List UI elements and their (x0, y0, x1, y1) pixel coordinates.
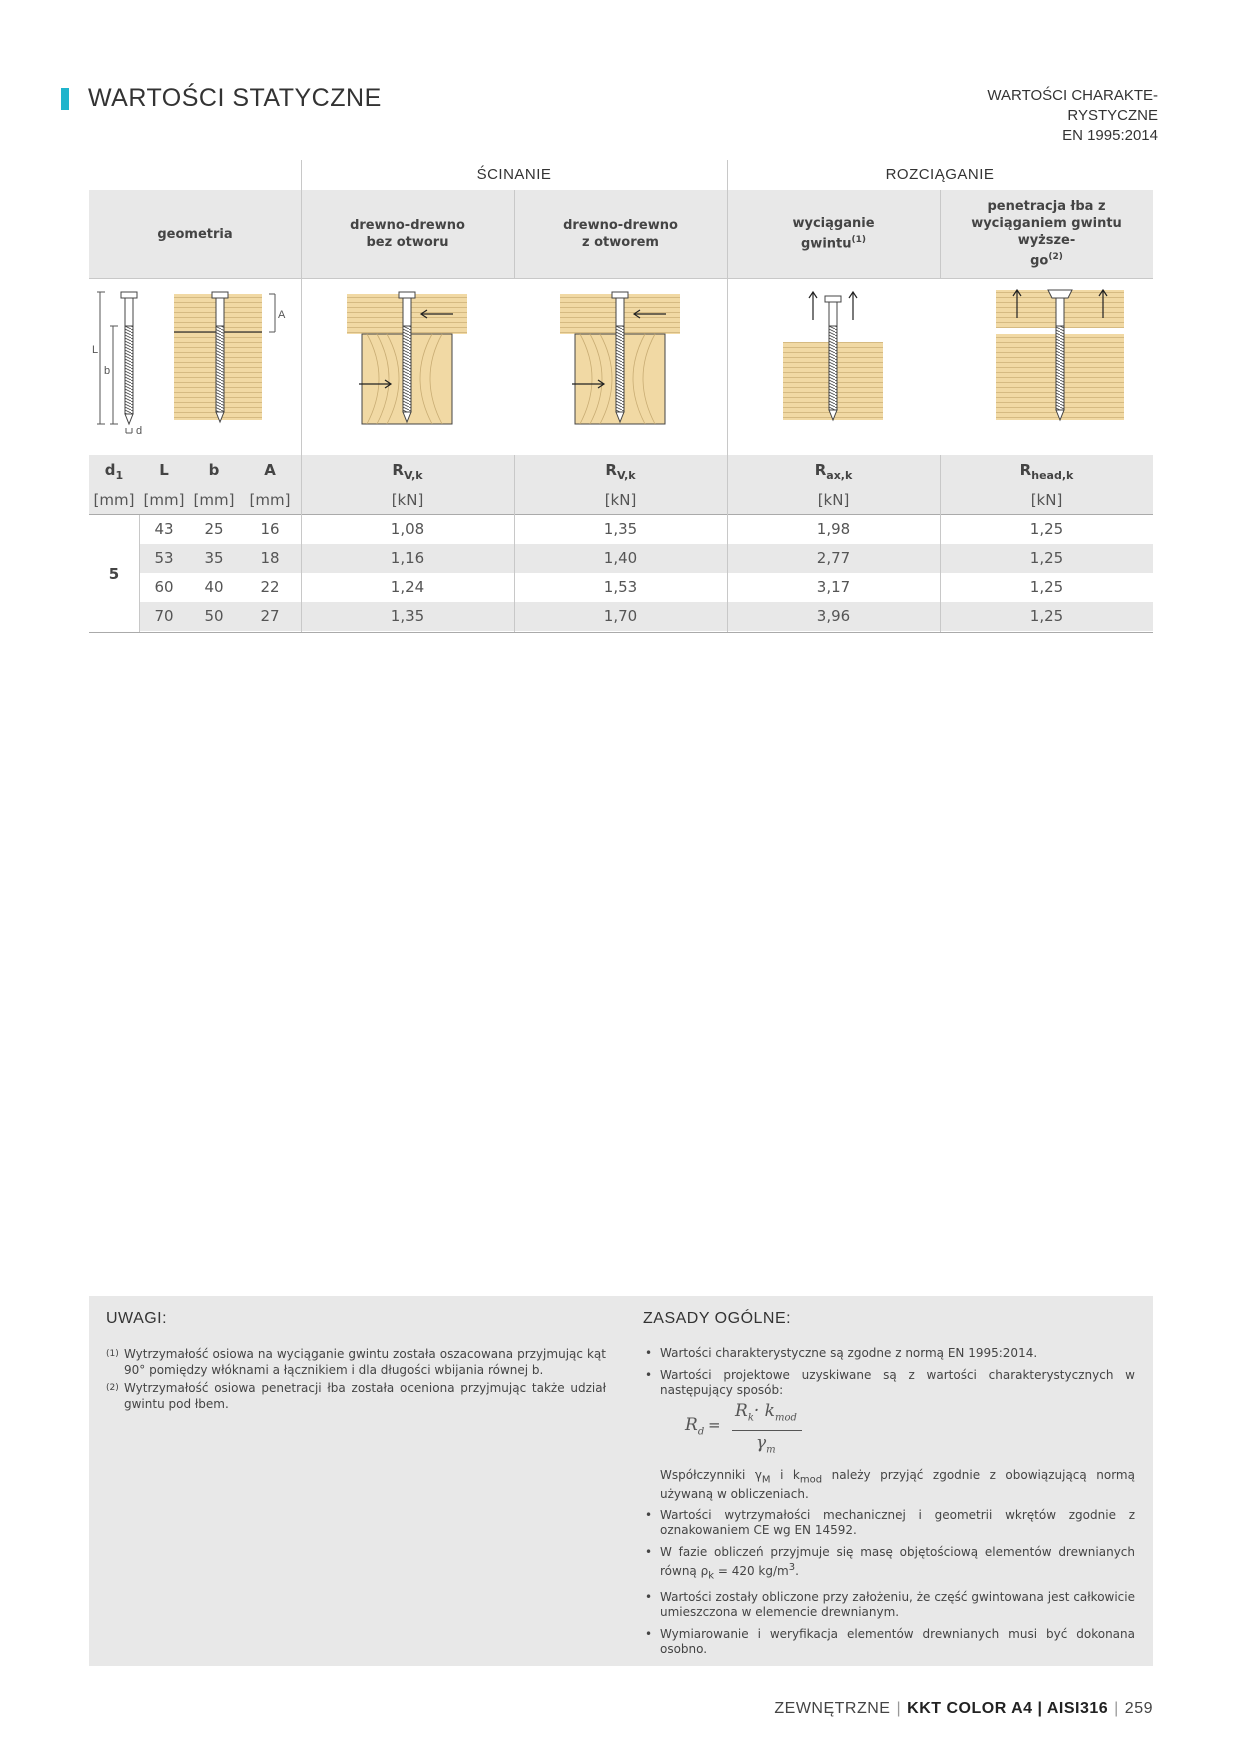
cell-rv2: 1,53 (603, 578, 638, 596)
unit-rv1: [kN] (391, 491, 424, 509)
unit-rhead: [kN] (1030, 491, 1063, 509)
symbol-rv2: $R_{V,k}$ (605, 461, 636, 482)
pullout-figure (727, 278, 940, 455)
rules-list (643, 1346, 1135, 1472)
unit-b: [mm] (193, 491, 235, 509)
characteristic-values-label (918, 86, 1158, 146)
footer-section: ZEWNĘTRZNE (774, 1700, 891, 1717)
cell-rhead: 1,25 (1029, 520, 1064, 538)
symbol-rv1: $R_{V,k}$ (392, 461, 423, 482)
rule-item: • Wartości zostały obliczone przy założeniu, że część gwintowana jest całkowicie umieszczona w elemencie drewnianym. (643, 1590, 1135, 1620)
char-line-1: WARTOŚCI CHARAKTE- (987, 87, 1158, 104)
symbol-L: L (159, 461, 169, 479)
grid-line (940, 190, 941, 278)
formula-denominator: $\gamma_m$ (756, 1433, 776, 1456)
unit-rv2: [kN] (604, 491, 637, 509)
header-wood-wood: drewno-drewno bez otworu (350, 218, 465, 250)
cell-rhead: 1,25 (1029, 549, 1064, 567)
figure-label-b: b (104, 365, 111, 377)
figure-label-d1: d (136, 425, 143, 437)
page-number: 259 (1124, 1700, 1153, 1717)
cell-rv1: 1,24 (390, 578, 425, 596)
cell-rax: 3,96 (816, 607, 851, 625)
char-line-3: EN 1995:2014 (1062, 127, 1158, 144)
char-line-2: RYSTYCZNE (1067, 107, 1158, 124)
cell-rax: 1,98 (816, 520, 851, 538)
cell-rv2: 1,40 (603, 549, 638, 567)
unit-rax: [kN] (817, 491, 850, 509)
footnote-2: (2) Wytrzymałość osiowa penetracji łba została oceniona przyjmując także udział gwintu pod łbem. (106, 1381, 606, 1411)
design-formula: $R_d$ = $R_k\cdot k_{mod}$ $\gamma_m$ (660, 1404, 1135, 1462)
cell-rhead: 1,25 (1029, 607, 1064, 625)
rule-item: • Wartości projektowe uzyskiwane są z wartości charakterystycznych w następujący sposób: $R_d$ = $R_k\cdot k_{mod}$ $\gamma_m$ (643, 1368, 1135, 1462)
figure-label-A: A (278, 309, 286, 321)
header-pullout: wyciąganie gwintu$^{(1)}$ (792, 216, 875, 252)
symbol-b: b (208, 461, 220, 479)
cell-L: 60 (154, 578, 174, 596)
grid-line (514, 190, 515, 278)
cell-rv2: 1,70 (603, 607, 638, 625)
symbol-A: A (264, 461, 276, 479)
grid-line (514, 455, 515, 632)
cell-rv1: 1,16 (390, 549, 425, 567)
unit-A: [mm] (249, 491, 291, 509)
cell-L: 70 (154, 607, 174, 625)
head-pull-figure (940, 278, 1153, 455)
symbol-d1: $d_1$ (104, 461, 124, 482)
shear-figure-with-hole (514, 278, 727, 455)
cell-rhead: 1,25 (1029, 578, 1064, 596)
unit-d1: [mm] (93, 491, 135, 509)
footer-product: KKT COLOR A4 | AISI316 (907, 1700, 1109, 1717)
grid-line (139, 515, 140, 632)
cell-rax: 3,17 (816, 578, 851, 596)
rule-item: • W fazie obliczeń przyjmuje się masę objętościową elementów drewnianych równą $\rho_k = 420$ $kg/m^3$. (643, 1545, 1135, 1583)
cell-b: 50 (204, 607, 224, 625)
rule-item: • Wartości wytrzymałości mechanicznej i geometrii wkrętów zgodnie z oznakowaniem CE wg EN 14592. (643, 1508, 1135, 1538)
unit-L: [mm] (143, 491, 185, 509)
cell-A: 27 (260, 607, 280, 625)
cell-A: 18 (260, 549, 280, 567)
symbol-rhead: $R_{head,k}$ (1019, 461, 1074, 482)
table-bottom-rule (89, 632, 1153, 633)
grid-line (940, 455, 941, 632)
page-title: WARTOŚCI STATYCZNE (88, 84, 382, 112)
page-footer: ZEWNĘTRZNE | KKT COLOR A4 | AISI316 | 259 (774, 1700, 1153, 1717)
table-row (139, 515, 1153, 544)
cell-b: 25 (204, 520, 224, 538)
rules-list-continued (643, 1508, 1135, 1664)
header-geometry: geometria (157, 226, 233, 242)
table-row (139, 544, 1153, 573)
group-shear: ŚCINANIE (476, 166, 552, 183)
cell-rv1: 1,35 (390, 607, 425, 625)
cell-L: 53 (154, 549, 174, 567)
cell-A: 16 (260, 520, 280, 538)
symbol-rax: $R_{ax,k}$ (814, 461, 853, 482)
cell-rv1: 1,08 (390, 520, 425, 538)
cell-b: 40 (204, 578, 224, 596)
title-accent-bar (61, 88, 69, 110)
grid-line (301, 160, 302, 632)
rule-item: • Wartości charakterystyczne są zgodne z normą EN 1995:2014. (643, 1346, 1135, 1361)
cell-A: 22 (260, 578, 280, 596)
formula-numerator: $R_k\cdot k_{mod}$ (735, 1401, 797, 1424)
d1-value: 5 (108, 564, 120, 583)
grid-line (727, 160, 728, 632)
rule-item: • Wymiarowanie i weryfikacja elementów drewnianych musi być dokonana osobno. (643, 1627, 1135, 1657)
notes-panel (89, 1296, 1153, 1666)
figure-label-L: L (92, 344, 99, 356)
table-row (139, 602, 1153, 631)
shear-figure-no-hole (301, 278, 514, 455)
header-wood-wood-hole: drewno-drewno z otworem (563, 218, 678, 250)
cell-L: 43 (154, 520, 174, 538)
formula-rd: $R_d$ (685, 1415, 705, 1438)
header-head-pull: penetracja łba z wyciąganiem gwintu wyższe- $go^{(2)}$ (971, 199, 1122, 269)
cell-b: 35 (204, 549, 224, 567)
geometry-figure (89, 278, 301, 455)
cell-rax: 2,77 (816, 549, 851, 567)
rules-title: ZASADY OGÓLNE: (643, 1310, 792, 1327)
notes-title: UWAGI: (106, 1310, 168, 1327)
coefficient-note: Współczynniki $\gamma_M$ i $k_{mod}$ należy przyjąć zgodnie z obowiązującą normą używaną w obliczeniach. (660, 1468, 1135, 1502)
footnote-1: (1) Wytrzymałość osiowa na wyciąganie gwintu została oszacowana przyjmując kąt 90° pomiędzy włóknami a łącznikiem i dla długości wbijania równej b. (106, 1347, 606, 1377)
cell-rv2: 1,35 (603, 520, 638, 538)
group-tension: ROZCIĄGANIE (885, 166, 995, 183)
table-row (139, 573, 1153, 602)
